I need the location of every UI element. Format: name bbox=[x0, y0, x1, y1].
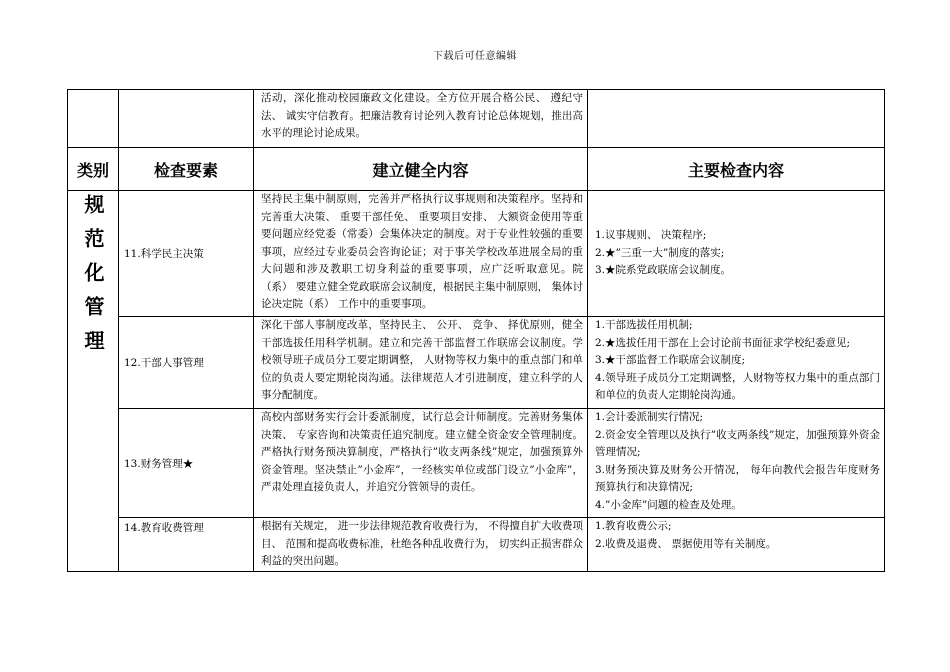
header-inspection: 主要检查内容 bbox=[588, 148, 885, 191]
check-item: 1.会计委派制实行情况; bbox=[595, 411, 704, 423]
check-item: 1.教育收费公示; bbox=[595, 520, 672, 532]
inspection-table bbox=[67, 89, 885, 572]
continuation-element-cell bbox=[119, 90, 254, 148]
check-item: 3.财务预决算及财务公开情况， 每年向教代会报告年度财务预算执行和决算情况; bbox=[595, 463, 880, 493]
category-cell bbox=[68, 191, 119, 572]
continuation-check-cell bbox=[588, 90, 885, 148]
row-content: 坚持民主集中制原则，完善并严格执行议事规则和决策程序。坚持和完善重大决策、 重要干部任免、 重要项目安排、 大额资金使用等重要问题应经党委（常委）会集体决定的制度。对于专业性较强的重要事项，应经过专业委员会咨询论证；对于事关学校改革进展全局的重大问题和涉及教职工切身利益的重要事项，应广泛听取意见。院（系） 要建立健全党政联席会议制度，根据民主集中制原则， 集体讨论决定院（系） 工作中的重要事项。 bbox=[254, 191, 588, 317]
header-content: 建立健全内容 bbox=[254, 148, 588, 191]
continuation-row bbox=[68, 90, 885, 148]
check-item: 3.★院系党政联席会议制度。 bbox=[595, 264, 732, 277]
header-elements: 检查要素 bbox=[119, 148, 254, 191]
table-header-row bbox=[68, 148, 885, 191]
table-row bbox=[68, 191, 885, 317]
row-item: 12.干部人事管理 bbox=[119, 317, 254, 409]
table-row bbox=[68, 518, 885, 572]
row-item: 11.科学民主决策 bbox=[119, 191, 254, 317]
check-item: 2.★”三重一大”制度的落实; bbox=[595, 246, 725, 259]
category-label: 规范化管理 bbox=[81, 194, 105, 364]
continuation-content: 活动，深化推动校园廉政文化建设。全方位开展合格公民、 遵纪守法、 诚实守信教育。把廉洁教育讨论列入教育讨论总体规划，推出高水平的理论讨论成果。 bbox=[254, 90, 588, 148]
row-item: 13.财务管理★ bbox=[119, 409, 254, 518]
row-checks bbox=[588, 191, 885, 317]
header-category: 类别 bbox=[68, 148, 119, 191]
row-checks bbox=[588, 518, 885, 572]
check-item: 4.”小金库”问题的检查及处理。 bbox=[595, 498, 742, 511]
check-item: 2.资金安全管理以及执行”收支两条线”规定，加强预算外资金管理情况; bbox=[595, 428, 880, 458]
continuation-category-cell bbox=[68, 90, 119, 148]
table-row bbox=[68, 409, 885, 518]
row-checks bbox=[588, 409, 885, 518]
check-item: 2.★选拔任用干部在上会讨论前书面征求学校纪委意见; bbox=[595, 336, 851, 349]
table-row bbox=[68, 317, 885, 409]
row-content: 高校内部财务实行会计委派制度，试行总会计师制度。完善财务集体决策、 专家咨询和决策责任追究制度。建立健全资金安全管理制度。严格执行财务预决算制度，严格执行”收支两条线”规定，加强预算外资金管理。坚决禁止”小金库”，一经核实单位或部门设立”小金库”， 严肃处理直接负责人，并追究分管领导的责任。 bbox=[254, 409, 588, 518]
row-checks bbox=[588, 317, 885, 409]
row-item: 14.教育收费管理 bbox=[119, 518, 254, 572]
check-item: 1.议事规则、 决策程序; bbox=[595, 229, 707, 242]
check-item: 3.★干部监督工作联席会议制度; bbox=[595, 354, 746, 366]
page-header: 下载后可任意编辑 bbox=[433, 51, 517, 62]
row-content: 深化干部人事制度改革，坚持民主、 公开、 竞争、 择优原则，健全干部选拔任用科学机制。建立和完善干部监督工作联席会议制度。学校领导班子成员分工要定期调整， 人财物等权力集中的重点部门和单位的负责人要定期轮岗沟通。法律规范人才引进制度，建立科学的人事分配制度。 bbox=[254, 317, 588, 409]
check-item: 1.干部选拔任用机制; bbox=[595, 319, 693, 331]
row-content: 根据有关规定， 进一步法律规范教育收费行为， 不得擅自扩大收费项目、 范围和提高收费标准，杜绝各种乱收费行为， 切实纠正损害群众利益的突出问题。 bbox=[254, 518, 588, 572]
check-item: 2.收费及退费、 票据使用等有关制度。 bbox=[595, 537, 777, 550]
check-item: 4.领导班子成员分工定期调整，人财物等权力集中的重点部门和单位的负责人定期轮岗沟通。 bbox=[595, 371, 880, 401]
